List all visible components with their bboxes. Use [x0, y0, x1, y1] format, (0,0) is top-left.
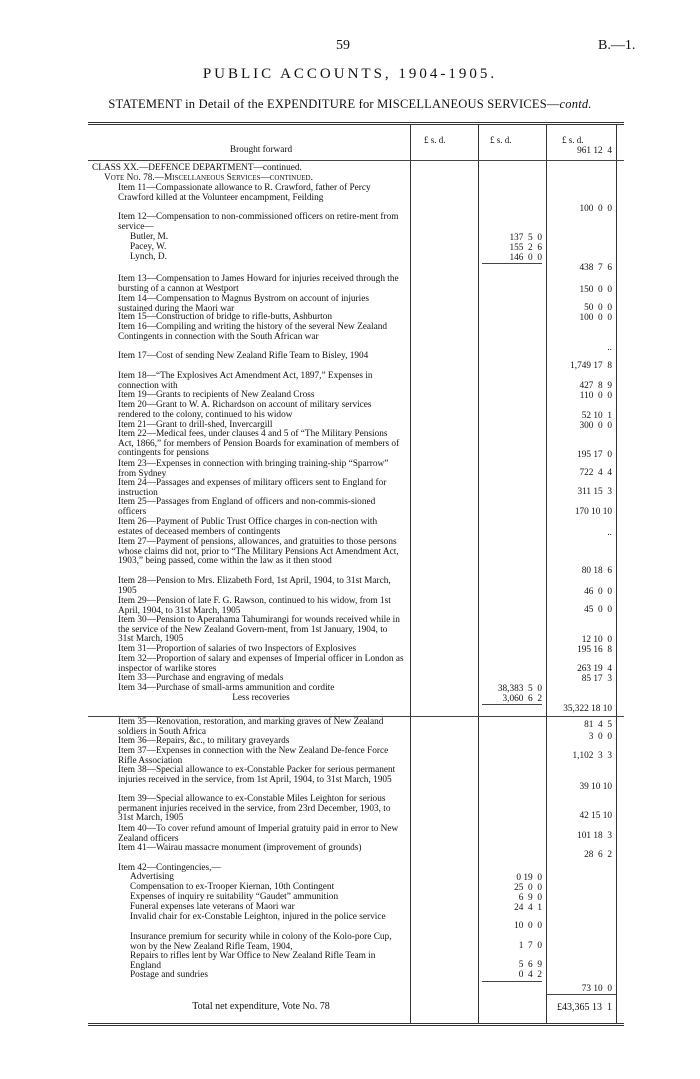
- table-bottom-rule: [88, 1023, 624, 1026]
- vote-heading: Vote No. 78.—Miscellaneous Services—continued.: [104, 173, 313, 183]
- item-42: Item 42—Contingencies,—: [118, 863, 221, 873]
- item-29-amount: 45 0 0: [584, 605, 612, 615]
- item-21: Item 21—Grant to drill-shed, Invercargill: [118, 420, 273, 430]
- item-15-amount: 100 0 0: [579, 313, 612, 323]
- item-12-lynch: Lynch, D.: [130, 252, 167, 262]
- item-24: Item 24—Passages and expenses of military officers sent to England for instruction: [118, 478, 387, 498]
- item-26-amount: ..: [607, 528, 612, 538]
- item-15: Item 15—Construction of bridge to rifle-butts, Ashburton: [118, 312, 333, 322]
- item-42-advertising-amount: 0 19 0: [516, 873, 542, 883]
- column-header: £ s. d.: [562, 135, 584, 145]
- subtotal-rule: [482, 981, 542, 982]
- item-42-advertising: Advertising: [130, 872, 174, 882]
- subtotal-rule: [482, 704, 542, 705]
- item-20-amount: 52 10 1: [581, 411, 612, 421]
- item-34: Item 34—Purchase of small-arms ammunition and cordite: [118, 683, 335, 693]
- item-16-amount: ..: [607, 343, 612, 353]
- column-header: £ s. d.: [424, 135, 446, 145]
- statement-subtitle: STATEMENT in Detail of the EXPENDITURE for MISCELLANEOUS SERVICES—contd.: [108, 97, 592, 111]
- item-32: Item 32—Proportion of salary and expenses of Imperial officer in London as inspector of warlike stores: [118, 654, 404, 674]
- item-38: Item 38—Special allowance to ex-Constable Packer for serious permanent injuries received in the service, from 1st April, 1904, to 31st March, 1905: [118, 765, 396, 785]
- item-40: Item 40—To cover refund amount of Imperial gratuity paid in error to New Zealand officers: [118, 824, 399, 844]
- item-35-amount: 81 4 5: [584, 720, 612, 730]
- item-30: Item 30—Pension to Aperahama Tahumirangi for wounds received while in the service of the New Zealand Govern-ment, from 1st January, 1904, to 31st March, 1905: [118, 615, 400, 645]
- item-12-total: 438 7 6: [579, 263, 612, 273]
- item-13-amount: 150 0 0: [579, 285, 612, 295]
- brought-forward-label: Brought forward: [229, 145, 293, 155]
- item-40-amount: 101 18 3: [577, 831, 612, 841]
- item-13: Item 13—Compensation to James Howard for injuries received through the bursting of a cannon at Westport: [118, 274, 399, 294]
- item-25-amount: 170 10 10: [574, 507, 612, 517]
- item-34-total: 35,322 18 10: [563, 704, 612, 714]
- item-34-amount: 38,383 5 0: [497, 684, 542, 694]
- item-42-gaudet-amount: 6 9 0: [518, 893, 542, 903]
- item-27-amount: 80 18 6: [581, 566, 612, 576]
- class-heading: CLASS XX.—DEFENCE DEPARTMENT—continued.: [92, 163, 302, 173]
- item-36: Item 36—Repairs, &c., to military graveyards: [118, 736, 290, 746]
- item-33-amount: 85 17 3: [581, 674, 612, 684]
- page-reference: B.—1.: [598, 38, 636, 53]
- item-20: Item 20—Grant to W. A. Richardson on account of military services rendered to the colony, continued to his widow: [118, 400, 372, 420]
- item-38-amount: 39 10 10: [579, 782, 612, 792]
- item-31: Item 31—Proportion of salaries of two Inspectors of Explosives: [118, 644, 357, 654]
- item-14: Item 14—Compensation to Magnus Bystrom on account of injuries sustained during the Maori war: [118, 294, 369, 314]
- item-36-amount: 3 0 0: [588, 732, 612, 742]
- total-amount: £43,365 13 1: [557, 1002, 612, 1013]
- item-19-amount: 110 0 0: [579, 391, 612, 401]
- item-16: Item 16—Compiling and writing the history of the several New Zealand Contingents in connection with the South African war: [118, 322, 388, 342]
- column-divider: [546, 124, 547, 1024]
- item-37: Item 37—Expenses in connection with the New Zealand De-fence Force Rifle Association: [118, 746, 389, 766]
- column-divider: [478, 124, 479, 1024]
- brought-forward-amount: 961 12 4: [577, 146, 612, 156]
- item-25: Item 25—Passages from England of officers and non-commis-sioned officers: [118, 497, 376, 517]
- item-11-amount: 100 0 0: [579, 204, 612, 214]
- item-24-amount: 311 15 3: [577, 487, 612, 497]
- item-39: Item 39—Special allowance to ex-Constable Miles Leighton for serious permanent injuries received in the service, from 23rd December, 1903, to 31st March, 1905: [118, 794, 391, 824]
- item-42-invalid-chair-amount: 10 0 0: [514, 921, 542, 931]
- subtotal-rule: [482, 263, 542, 264]
- item-39-amount: 42 15 10: [579, 811, 612, 821]
- item-42-repairs-amount: 5 6 9: [518, 960, 542, 970]
- column-header: £ s. d.: [490, 135, 512, 145]
- item-42-kiernan: Compensation to ex-Trooper Kiernan, 10th Contingent: [130, 882, 335, 892]
- column-divider: [410, 124, 411, 1024]
- row-rule: [546, 994, 616, 995]
- item-37-amount: 1,102 3 3: [572, 751, 612, 761]
- item-18-amount: 427 8 9: [579, 381, 612, 391]
- item-12-butler-amount: 137 5 0: [509, 233, 542, 243]
- item-42-invalid-chair: Invalid chair for ex-Constable Leighton, injured in the police service: [130, 912, 386, 922]
- item-12: Item 12—Compensation to non-commissioned officers on retire-ment from service—: [118, 212, 399, 232]
- item-21-amount: 300 0 0: [579, 421, 612, 431]
- item-11: Item 11—Compassionate allowance to R. Crawford, father of Percy Crawford killed at the Volunteer encampment, Feilding: [118, 183, 371, 203]
- item-32-amount: 263 19 4: [577, 664, 612, 674]
- item-42-insurance: Insurance premium for security while in colony of the Kolo-pore Cup, won by the New Zealand Rifle Team, 1904,: [130, 932, 392, 952]
- page-number: 59: [336, 38, 350, 53]
- item-41-amount: 28 6 2: [584, 850, 612, 860]
- row-rule: [88, 160, 624, 161]
- item-42-insurance-amount: 1 7 0: [518, 941, 542, 951]
- item-34-less-amount: 3,060 6 2: [502, 694, 542, 704]
- item-12-pacey: Pacey, W.: [130, 242, 167, 252]
- item-23-amount: 722 4 4: [579, 468, 612, 478]
- page-title: PUBLIC ACCOUNTS, 1904-1905.: [202, 66, 498, 82]
- item-42-postage-amount: 0 4 2: [518, 970, 542, 980]
- item-31-amount: 195 16 8: [577, 645, 612, 655]
- item-28-amount: 46 0 0: [584, 587, 612, 597]
- table-top-rule: [88, 122, 624, 125]
- item-14-amount: 50 0 0: [584, 303, 612, 313]
- total-label: Total net expenditure, Vote No. 78: [192, 1001, 330, 1012]
- item-34-less-label: Less recoveries: [232, 693, 290, 703]
- item-30-amount: 12 10 0: [581, 635, 612, 645]
- item-12-butler: Butler, M.: [130, 232, 169, 242]
- item-42-funeral-amount: 24 4 1: [514, 903, 542, 913]
- item-42-gaudet: Expenses of inquiry re suitability “Gaudet” ammunition: [130, 892, 339, 902]
- item-17-amount: 1,749 17 8: [570, 361, 612, 371]
- item-22: Item 22—Medical fees, under clauses 4 and 5 of “The Military Pensions Act, 1866,” for members of Pension Boards for examination of members of contingents for pensions: [118, 429, 400, 459]
- item-22-amount: 195 17 0: [577, 450, 612, 460]
- item-17: Item 17—Cost of sending New Zealand Rifle Team to Bisley, 1904: [118, 351, 369, 361]
- item-41: Item 41—Wairau massacre monument (improvement of grounds): [118, 843, 362, 853]
- item-42-kiernan-amount: 25 0 0: [514, 883, 542, 893]
- item-19: Item 19—Grants to recipients of New Zealand Cross: [118, 390, 315, 400]
- item-42-repairs: Repairs to rifles lent by War Office to New Zealand Rifle Team in England: [130, 951, 376, 971]
- item-42-total: 73 10 0: [581, 984, 612, 994]
- column-divider: [616, 124, 617, 1024]
- item-28: Item 28—Pension to Mrs. Elizabeth Ford, 1st April, 1904, to 31st March, 1905: [118, 576, 391, 596]
- item-18: Item 18—“The Explosives Act Amendment Act, 1897,” Expenses in connection with: [118, 371, 373, 391]
- item-29: Item 29—Pension of late F. G. Rawson, continued to his widow, from 1st April, 1904, to 31st March, 1905: [118, 596, 391, 616]
- item-35: Item 35—Renovation, restoration, and marking graves of New Zealand soldiers in South Africa: [118, 717, 384, 737]
- item-42-funeral: Funeral expenses late veterans of Maori war: [130, 902, 295, 912]
- item-12-lynch-amount: 146 0 0: [509, 253, 542, 263]
- item-23: Item 23—Expenses in connection with bringing training-ship “Sparrow” from Sydney: [118, 459, 389, 479]
- item-27: Item 27—Payment of pensions, allowances, and gratuities to those persons whose claims did not, prior to “The Military Pensions Act Amendment Act, 1903,” being passed, come within the law as it then stood: [118, 537, 399, 567]
- item-12-pacey-amount: 155 2 6: [509, 243, 542, 253]
- item-26: Item 26—Payment of Public Trust Office charges in con-nection with estates of deceased members of contingents: [118, 517, 378, 537]
- item-42-postage: Postage and sundries: [130, 970, 208, 980]
- item-33: Item 33—Purchase and engraving of medals: [118, 673, 284, 683]
